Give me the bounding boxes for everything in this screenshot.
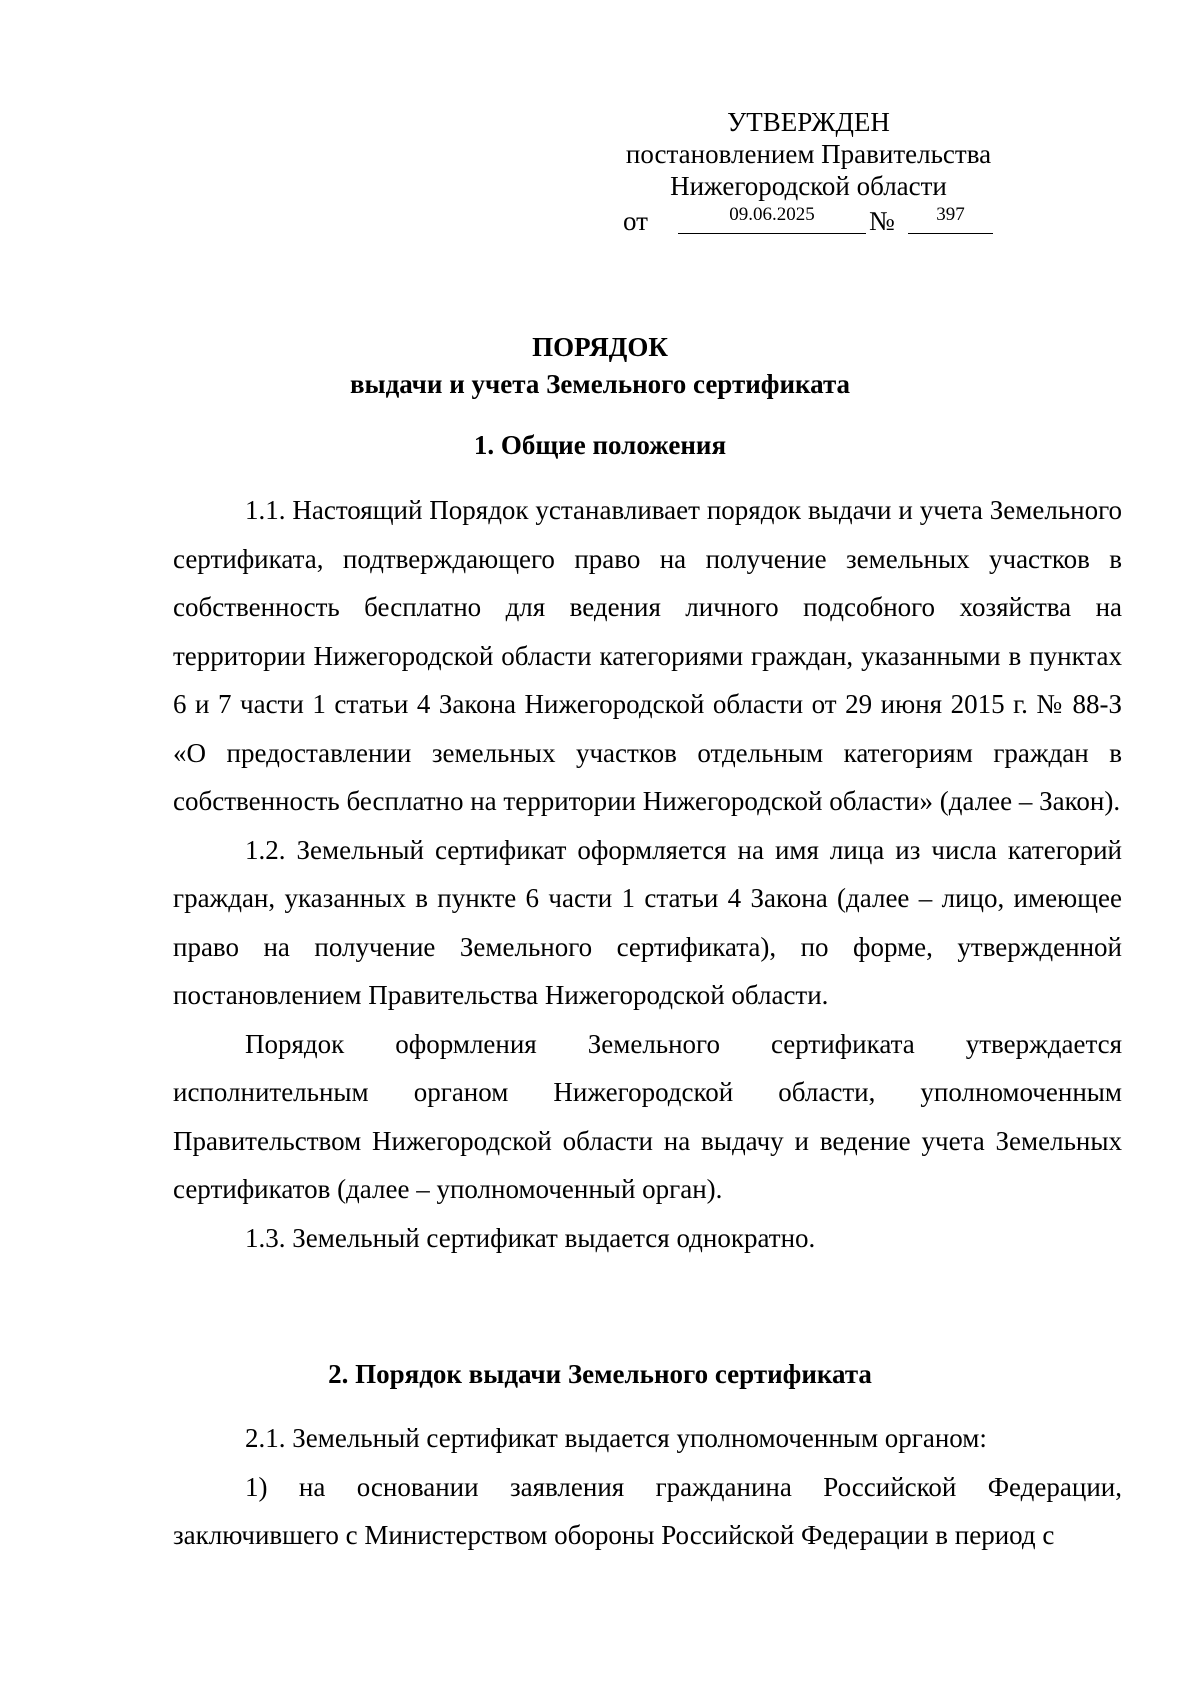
approval-stamp [606,106,1011,236]
paragraph-2-1-item-1: 1) на основании заявления гражданина Российской Федерации, заключившего с Министерством обороны Российской Федерации в период с [173,1471,1122,1550]
paragraph-1-1: 1.1. Настоящий Порядок устанавливает порядок выдачи и учета Земельного сертификата, подтверждающего право на получение земельных участков в собственность бесплатно для ведения личного подсобного хозяйства на территории Нижегородской области категориями граждан, указанными в пунктах 6 и 7 части 1 статьи 4 Закона Нижегородской области от 29 июня 2015 г. № 88-З «О предоставлении земельных участков отдельным категориям граждан в собственность бесплатно на территории Нижегородской области» (далее – Закон). [173,495,1122,816]
section-1-body [173,486,1122,1262]
approval-line-region: Нижегородской области [670,171,947,201]
approval-date: 09.06.2025 [678,202,866,234]
paragraph-2-1: 2.1. Земельный сертификат выдается уполномоченным органом: [245,1423,987,1453]
number-sign: № [869,206,895,236]
section-2-body [173,1414,1122,1560]
approval-number: 397 [908,202,993,234]
paragraph-1-2-procedure: Порядок оформления Земельного сертификата утверждается исполнительным органом Нижегородской области, уполномоченным Правительством Нижегородской области на выдачу и ведение учета Земельных сертификатов (далее – уполномоченный орган). [173,1028,1122,1204]
document-title: ПОРЯДОК [532,332,668,362]
approval-title: УТВЕРЖДЕН [727,107,890,137]
approval-date-line [606,202,1011,236]
document-subtitle: выдачи и учета Земельного сертификата [349,369,851,399]
date-prefix: от [623,206,648,236]
section-2-title: 2. Порядок выдачи Земельного сертификата [328,1359,872,1389]
approval-line-resolution: постановлением Правительства [625,139,992,169]
paragraph-1-2: 1.2. Земельный сертификат оформляется на имя лица из числа категорий граждан, указанных в пункте 6 части 1 статьи 4 Закона (далее – лицо, имеющее право на получение Земельного сертификата), по форме, утвержденной постановлением Правительства Нижегородской области. [173,834,1122,1010]
section-1-title: 1. Общие положения [473,430,727,460]
paragraph-1-3: 1.3. Земельный сертификат выдается однократно. [245,1222,816,1253]
